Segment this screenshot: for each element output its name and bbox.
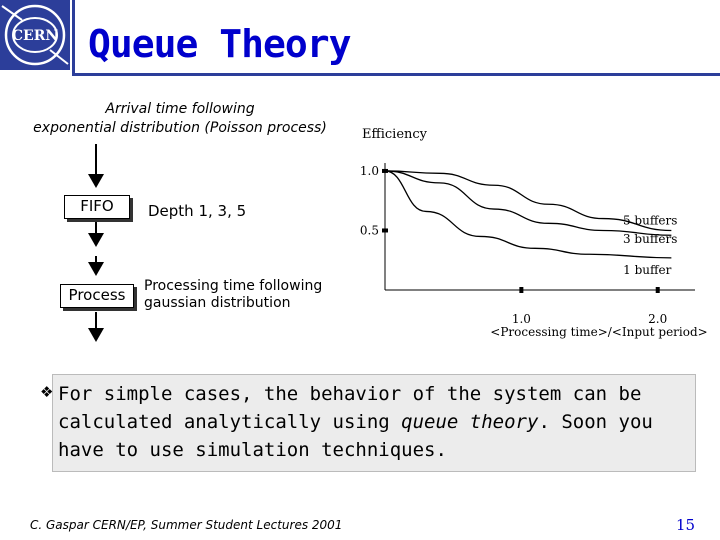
chart-series-label: 5 buffers — [622, 213, 678, 228]
cern-logo-text: CERN — [11, 28, 59, 44]
note-part-1: For simple cases, the behavior of the system can be calculated analytically using — [58, 383, 642, 433]
process-box: Process — [60, 284, 134, 308]
processing-time-description — [144, 278, 322, 312]
chart-x-tick-mark — [519, 287, 523, 293]
chart-y-tick-label: 0.5 — [359, 223, 379, 238]
chart-series-label: 1 buffer — [623, 262, 672, 277]
bullet-icon: ❖ — [40, 383, 54, 401]
footer-credit: C. Gaspar CERN/EP, Summer Student Lectures 2001 — [30, 518, 343, 532]
chart-x-tick-label: 1.0 — [511, 312, 531, 326]
chart-y-tick-label: 1.0 — [359, 163, 379, 178]
chart-y-tick-mark — [382, 228, 388, 232]
efficiency-chart — [350, 120, 720, 340]
fifo-box: FIFO — [64, 195, 130, 219]
slide-title: Queue Theory — [88, 22, 351, 66]
arrival-line-2: exponential distribution (Poisson process) — [33, 120, 327, 136]
chart-x-tick-label: 2.0 — [648, 312, 668, 326]
page-number: 15 — [676, 516, 696, 534]
chart-x-tick-mark — [656, 287, 660, 293]
depth-label: Depth 1, 3, 5 — [148, 202, 247, 220]
note-part-2: . Soon you have to use simulation techniques. — [58, 411, 653, 461]
chart-x-label: <Processing time>/<Input period> — [490, 325, 708, 339]
arrival-line-1: Arrival time following — [105, 101, 255, 117]
processing-time-line-1: Processing time following — [144, 278, 323, 294]
chart-y-label: Efficiency — [362, 127, 428, 142]
processing-time-line-2: gaussian distribution — [144, 295, 291, 311]
chart-series-label: 3 buffers — [622, 232, 678, 247]
note-text — [58, 380, 688, 464]
note-emphasis: queue theory — [401, 411, 539, 433]
